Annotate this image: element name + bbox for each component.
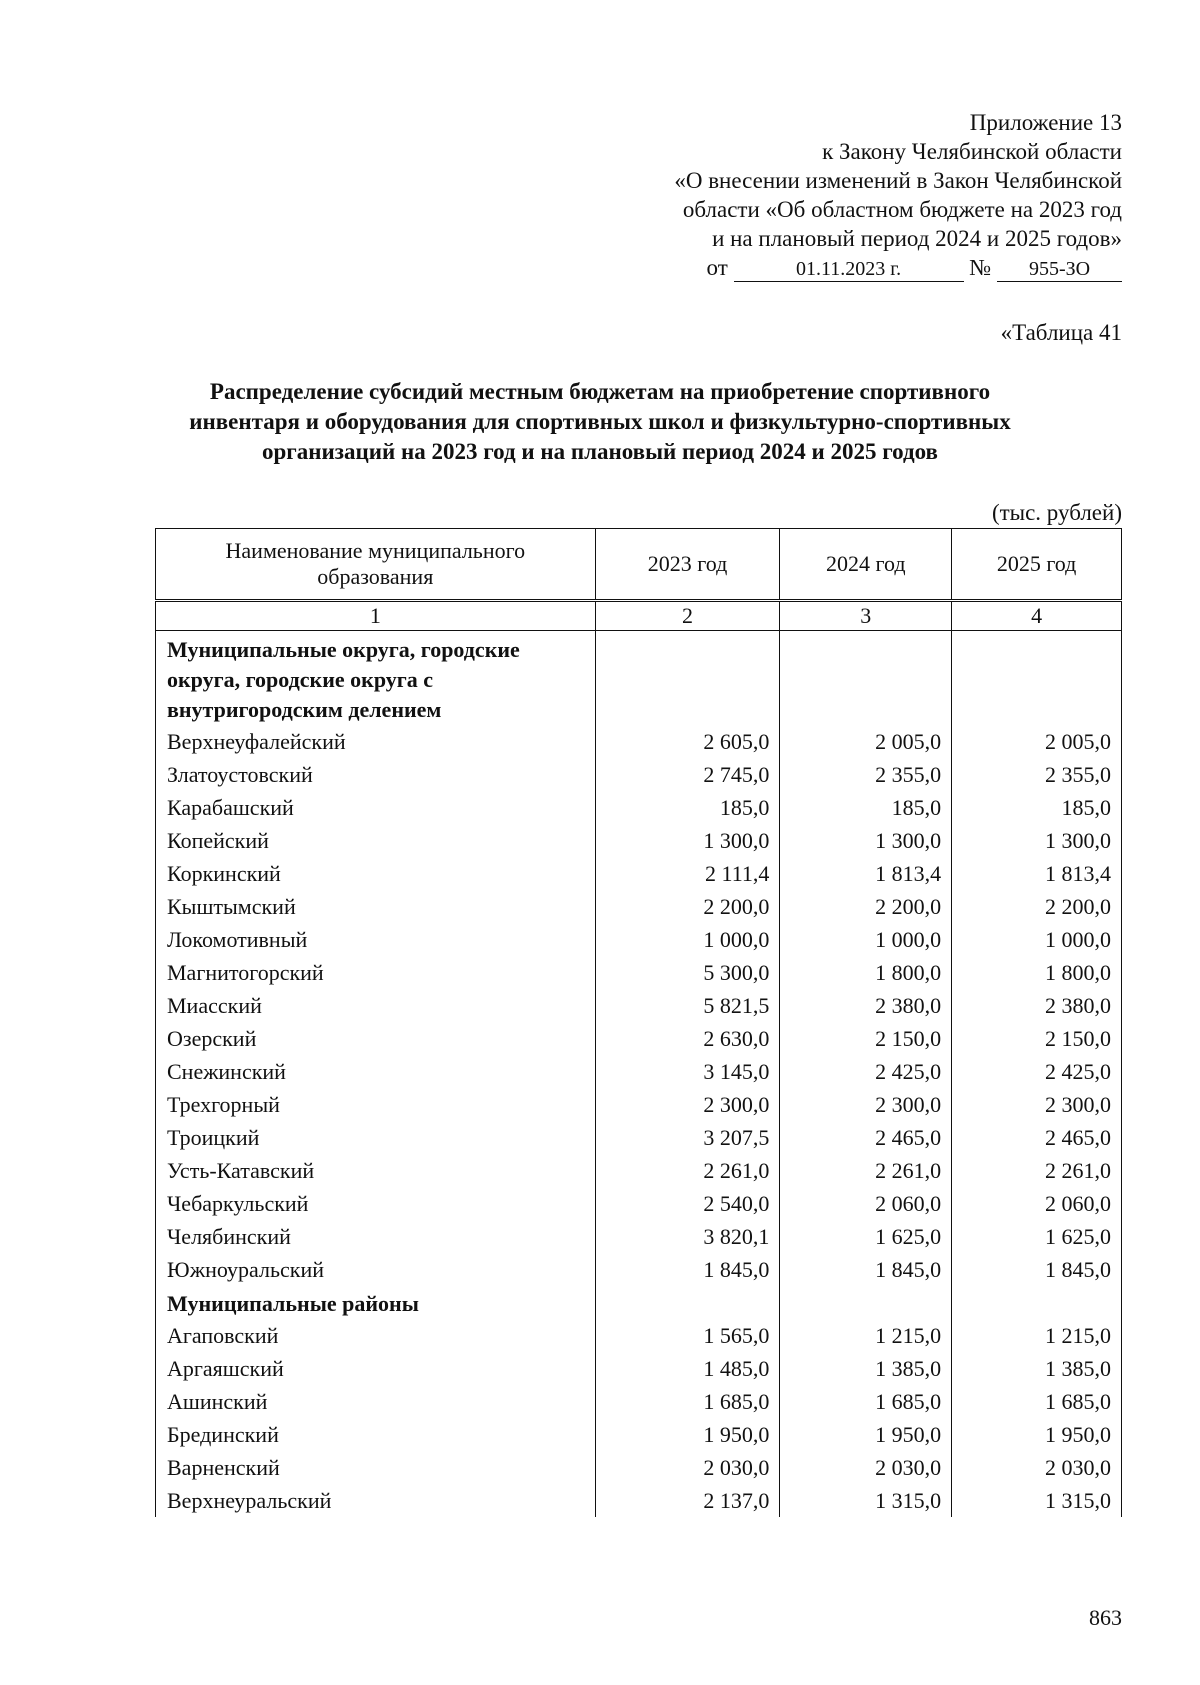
municipality-name: Миасский <box>156 989 596 1022</box>
value-2023: 2 745,0 <box>595 758 780 791</box>
value-2023: 2 540,0 <box>595 1187 780 1220</box>
value-2023: 2 111,4 <box>595 857 780 890</box>
decree-number-label: № <box>969 255 992 280</box>
municipality-name: Варненский <box>156 1451 596 1484</box>
municipality-name: Магнитогорский <box>156 956 596 989</box>
table-row <box>156 1187 1122 1220</box>
value-2025: 1 315,0 <box>952 1484 1122 1517</box>
appendix-line: к Закону Челябинской области <box>822 139 1122 164</box>
value-2024: 2 005,0 <box>780 725 952 758</box>
value-2023: 1 000,0 <box>595 923 780 956</box>
value-2023: 1 950,0 <box>595 1418 780 1451</box>
value-2024: 1 813,4 <box>780 857 952 890</box>
appendix-line: области «Об областном бюджете на 2023 год <box>682 197 1122 222</box>
table-row <box>156 1022 1122 1055</box>
document-title <box>150 377 1050 467</box>
municipality-name: Коркинский <box>156 857 596 890</box>
table-row <box>156 1451 1122 1484</box>
value-2023: 3 207,5 <box>595 1121 780 1154</box>
table-row <box>156 725 1122 758</box>
table-row <box>156 1352 1122 1385</box>
title-line: инвентаря и оборудования для спортивных школ и физкультурно-спортивных <box>189 409 1011 434</box>
value-2024: 1 800,0 <box>780 956 952 989</box>
value-2024: 1 950,0 <box>780 1418 952 1451</box>
column-number: 1 <box>156 601 596 631</box>
municipality-name: Златоустовский <box>156 758 596 791</box>
municipality-name: Челябинский <box>156 1220 596 1253</box>
empty-cell <box>595 1286 780 1319</box>
empty-cell <box>952 631 1122 726</box>
value-2023: 5 300,0 <box>595 956 780 989</box>
value-2024: 2 425,0 <box>780 1055 952 1088</box>
value-2024: 2 060,0 <box>780 1187 952 1220</box>
municipality-name: Кыштымский <box>156 890 596 923</box>
value-2024: 1 000,0 <box>780 923 952 956</box>
value-2025: 2 060,0 <box>952 1187 1122 1220</box>
decree-from-label: от <box>706 255 728 280</box>
table-row <box>156 824 1122 857</box>
value-2024: 1 300,0 <box>780 824 952 857</box>
value-2025: 1 813,4 <box>952 857 1122 890</box>
municipality-name: Усть-Катавский <box>156 1154 596 1187</box>
column-number: 4 <box>952 601 1122 631</box>
decree-line <box>562 253 1122 282</box>
table-row <box>156 1253 1122 1286</box>
value-2025: 2 425,0 <box>952 1055 1122 1088</box>
value-2025: 1 625,0 <box>952 1220 1122 1253</box>
table-row <box>156 1484 1122 1517</box>
value-2025: 2 030,0 <box>952 1451 1122 1484</box>
decree-date: 01.11.2023 г. <box>734 257 964 282</box>
value-2025: 1 000,0 <box>952 923 1122 956</box>
value-2023: 2 300,0 <box>595 1088 780 1121</box>
value-2024: 1 845,0 <box>780 1253 952 1286</box>
table-row <box>156 1418 1122 1451</box>
column-header-name: Наименование муниципального образования <box>156 529 596 601</box>
table-row <box>156 1055 1122 1088</box>
column-header-2024: 2024 год <box>780 529 952 601</box>
value-2025: 2 300,0 <box>952 1088 1122 1121</box>
value-2024: 2 355,0 <box>780 758 952 791</box>
municipality-name: Чебаркульский <box>156 1187 596 1220</box>
value-2023: 5 821,5 <box>595 989 780 1022</box>
empty-cell <box>780 1286 952 1319</box>
value-2023: 2 261,0 <box>595 1154 780 1187</box>
value-2025: 2 005,0 <box>952 725 1122 758</box>
municipality-name: Снежинский <box>156 1055 596 1088</box>
municipality-name: Брединский <box>156 1418 596 1451</box>
value-2025: 2 261,0 <box>952 1154 1122 1187</box>
value-2025: 2 200,0 <box>952 890 1122 923</box>
value-2023: 1 565,0 <box>595 1319 780 1352</box>
decree-number: 955-ЗО <box>997 257 1122 282</box>
municipality-name: Озерский <box>156 1022 596 1055</box>
value-2024: 185,0 <box>780 791 952 824</box>
appendix-header <box>562 108 1122 282</box>
table-row <box>156 1121 1122 1154</box>
table-row <box>156 989 1122 1022</box>
value-2023: 3 145,0 <box>595 1055 780 1088</box>
municipality-name: Карабашский <box>156 791 596 824</box>
table-row <box>156 1319 1122 1352</box>
value-2023: 1 685,0 <box>595 1385 780 1418</box>
table-row <box>156 1385 1122 1418</box>
municipality-name: Копейский <box>156 824 596 857</box>
table-row <box>156 890 1122 923</box>
value-2025: 1 300,0 <box>952 824 1122 857</box>
value-2023: 2 030,0 <box>595 1451 780 1484</box>
value-2023: 2 605,0 <box>595 725 780 758</box>
title-line: организаций на 2023 год и на плановый период 2024 и 2025 годов <box>262 439 938 464</box>
value-2024: 1 685,0 <box>780 1385 952 1418</box>
table-row <box>156 758 1122 791</box>
header-row <box>156 529 1122 601</box>
municipality-name: Агаповский <box>156 1319 596 1352</box>
value-2023: 1 485,0 <box>595 1352 780 1385</box>
value-2024: 2 261,0 <box>780 1154 952 1187</box>
value-2024: 2 150,0 <box>780 1022 952 1055</box>
value-2024: 2 030,0 <box>780 1451 952 1484</box>
empty-cell <box>595 631 780 726</box>
value-2025: 1 950,0 <box>952 1418 1122 1451</box>
municipality-name: Аргаяшский <box>156 1352 596 1385</box>
value-2025: 1 845,0 <box>952 1253 1122 1286</box>
subsidy-table <box>155 528 1122 1517</box>
value-2023: 3 820,1 <box>595 1220 780 1253</box>
municipality-name: Верхнеуральский <box>156 1484 596 1517</box>
empty-cell <box>780 631 952 726</box>
section-header-row <box>156 631 1122 726</box>
table-row <box>156 1220 1122 1253</box>
section-header-row <box>156 1286 1122 1319</box>
value-2025: 1 215,0 <box>952 1319 1122 1352</box>
table-row <box>156 791 1122 824</box>
municipality-name: Трехгорный <box>156 1088 596 1121</box>
value-2025: 2 465,0 <box>952 1121 1122 1154</box>
appendix-line: Приложение 13 <box>969 110 1122 135</box>
value-2023: 2 200,0 <box>595 890 780 923</box>
table-row <box>156 857 1122 890</box>
municipality-name: Южноуральский <box>156 1253 596 1286</box>
table-row <box>156 923 1122 956</box>
appendix-line: и на плановый период 2024 и 2025 годов» <box>712 226 1122 251</box>
value-2024: 2 300,0 <box>780 1088 952 1121</box>
title-line: Распределение субсидий местным бюджетам на приобретение спортивного <box>209 379 991 404</box>
municipality-name: Троицкий <box>156 1121 596 1154</box>
value-2025: 2 150,0 <box>952 1022 1122 1055</box>
column-number: 3 <box>780 601 952 631</box>
table-reference: «Таблица 41 <box>1000 320 1122 345</box>
value-2025: 2 355,0 <box>952 758 1122 791</box>
column-number-row <box>156 601 1122 631</box>
value-2024: 2 465,0 <box>780 1121 952 1154</box>
value-2025: 1 385,0 <box>952 1352 1122 1385</box>
municipality-name: Ашинский <box>156 1385 596 1418</box>
value-2023: 1 300,0 <box>595 824 780 857</box>
section-title: Муниципальные округа, городские округа, городские округа с внутригородским делением <box>156 631 596 726</box>
value-2023: 2 630,0 <box>595 1022 780 1055</box>
value-2024: 2 380,0 <box>780 989 952 1022</box>
table-row <box>156 956 1122 989</box>
table-row <box>156 1088 1122 1121</box>
appendix-line: «О внесении изменений в Закон Челябинской <box>674 168 1122 193</box>
column-number: 2 <box>595 601 780 631</box>
value-2025: 185,0 <box>952 791 1122 824</box>
value-2024: 1 385,0 <box>780 1352 952 1385</box>
column-header-2023: 2023 год <box>595 529 780 601</box>
units-label: (тыс. рублей) <box>991 500 1122 525</box>
municipality-name: Локомотивный <box>156 923 596 956</box>
table-body <box>156 631 1122 1518</box>
value-2024: 2 200,0 <box>780 890 952 923</box>
empty-cell <box>952 1286 1122 1319</box>
municipality-name: Верхнеуфалейский <box>156 725 596 758</box>
value-2025: 2 380,0 <box>952 989 1122 1022</box>
value-2024: 1 315,0 <box>780 1484 952 1517</box>
value-2023: 2 137,0 <box>595 1484 780 1517</box>
table-row <box>156 1154 1122 1187</box>
value-2023: 1 845,0 <box>595 1253 780 1286</box>
column-header-2025: 2025 год <box>952 529 1122 601</box>
value-2024: 1 625,0 <box>780 1220 952 1253</box>
page-number: 863 <box>1089 1605 1122 1630</box>
section-title: Муниципальные районы <box>156 1286 596 1319</box>
value-2023: 185,0 <box>595 791 780 824</box>
value-2025: 1 685,0 <box>952 1385 1122 1418</box>
value-2024: 1 215,0 <box>780 1319 952 1352</box>
value-2025: 1 800,0 <box>952 956 1122 989</box>
